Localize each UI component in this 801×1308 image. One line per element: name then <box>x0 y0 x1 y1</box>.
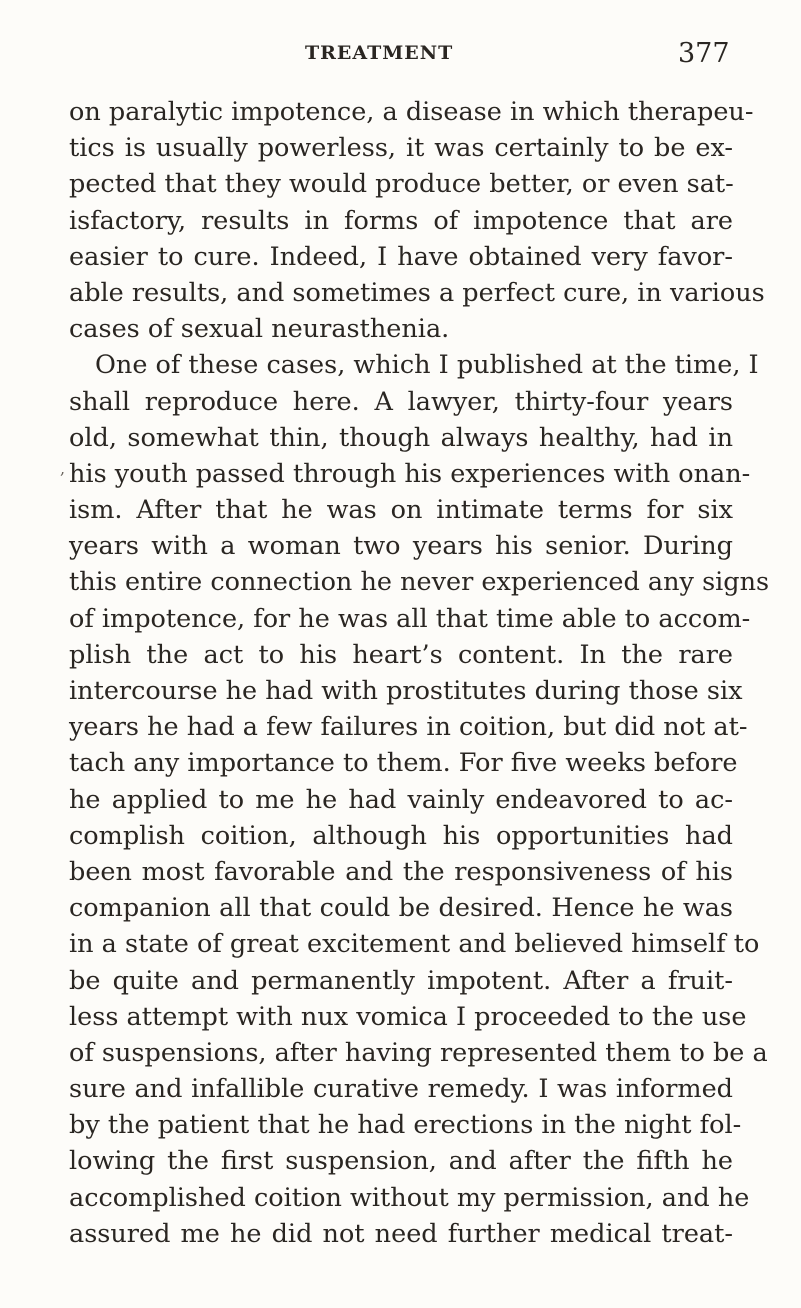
text-line: able results, and sometimes a perfect cure, in various <box>69 277 765 308</box>
text-line: his youth passed through his experiences with onan- <box>69 458 751 489</box>
text-line: assured me he did not need further medical treat- <box>69 1218 733 1249</box>
page-number: 377 <box>678 38 730 69</box>
text-line: years he had a few failures in coition, but did not at- <box>69 712 748 743</box>
text-line: this entire connection he never experienced any signs <box>69 567 770 598</box>
running-title: TREATMENT <box>305 42 454 64</box>
text-line: in a state of great excitement and believed himself to <box>69 929 760 960</box>
text-line: be quite and permanently impotent. After a fruit- <box>69 965 733 996</box>
running-head <box>0 38 801 78</box>
text-line: years with a woman two years his senior. During <box>69 531 733 562</box>
text-line: on paralytic impotence, a disease in which therapeu- <box>69 97 754 127</box>
text-line: he applied to me he had vainly endeavored to ac- <box>69 784 733 815</box>
text-line: tics is usually powerless, it was certainly to be ex- <box>69 133 733 164</box>
text-line: ism. After that he was on intimate terms for six <box>69 495 733 526</box>
text-line: complish coition, although his opportunities had <box>69 820 733 851</box>
text-line: less attempt with nux vomica I proceeded to the use <box>69 1001 747 1032</box>
text-line: intercourse he had with prostitutes during those six <box>69 676 743 706</box>
text-line: old, somewhat thin, though always healthy, had in <box>69 422 733 453</box>
text-line: shall reproduce here. A lawyer, thirty-four years <box>69 386 733 417</box>
stray-mark: , <box>60 459 66 478</box>
text-line: accomplished coition without my permission, and he <box>69 1182 750 1213</box>
text-line: pected that they would produce better, or even sat- <box>69 169 734 200</box>
text-line: One of these cases, which I published at the time, I <box>95 350 759 381</box>
text-line: easier to cure. Indeed, I have obtained very favor- <box>69 241 733 272</box>
body-text <box>69 94 770 1252</box>
text-line: cases of sexual neurasthenia. <box>69 314 450 345</box>
text-line: companion all that could be desired. Hence he was <box>69 893 733 924</box>
text-line: of suspensions, after having represented them to be a <box>69 1037 768 1068</box>
text-line: sure and infallible curative remedy. I was informed <box>69 1074 733 1105</box>
text-line: of impotence, for he was all that time able to accom- <box>69 603 751 634</box>
text-line: isfactory, results in forms of impotence that are <box>69 205 733 236</box>
text-line: tach any importance to them. For five weeks before <box>69 748 738 779</box>
text-line: by the patient that he had erections in the night fol- <box>69 1110 742 1141</box>
text-line: lowing the first suspension, and after the fifth he <box>69 1146 733 1177</box>
text-line: plish the act to his heart’s content. In the rare <box>69 639 733 670</box>
text-line: been most favorable and the responsiveness of his <box>69 856 733 887</box>
